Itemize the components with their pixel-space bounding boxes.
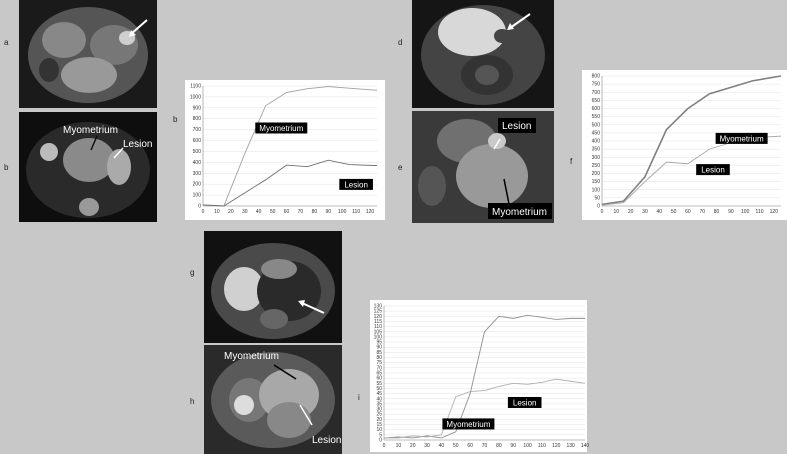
- mri-image-e: [412, 111, 554, 223]
- x-tick-label: 50: [453, 443, 459, 449]
- svg-text:Lesion: Lesion: [701, 165, 725, 175]
- y-tick-label: 50: [594, 195, 600, 202]
- x-tick-label: 20: [627, 209, 634, 215]
- x-tick-label: 120: [365, 209, 375, 215]
- x-tick-label: 100: [741, 209, 750, 215]
- y-tick-label: 600: [591, 106, 600, 112]
- y-tick-label: 40: [376, 396, 382, 403]
- mri-image-h: [204, 345, 342, 454]
- x-tick-label: 70: [699, 209, 706, 215]
- y-tick-label: 350: [591, 146, 600, 153]
- x-tick-label: 60: [467, 443, 473, 449]
- mri-label-lesion: Lesion: [123, 139, 153, 150]
- series-label-lesion: [339, 179, 373, 190]
- mri-label-myometrium: Myometrium: [224, 351, 280, 362]
- y-tick-label: 700: [591, 89, 600, 96]
- y-tick-label: 105: [373, 329, 382, 336]
- series-label-lesion: [508, 397, 542, 408]
- y-tick-label: 85: [376, 349, 382, 356]
- x-tick-label: 0: [201, 209, 205, 215]
- x-tick-label: 100: [523, 443, 532, 449]
- y-tick-label: 800: [192, 116, 201, 123]
- x-tick-label: 30: [241, 209, 248, 215]
- y-tick-label: 5: [379, 432, 382, 439]
- svg-text:Myometrium: Myometrium: [259, 124, 304, 133]
- y-tick-label: 90: [376, 344, 382, 351]
- x-tick-label: 80: [496, 443, 502, 449]
- x-tick-label: 120: [769, 209, 779, 215]
- x-tick-label: 110: [755, 209, 764, 215]
- y-tick-label: 110: [374, 324, 382, 331]
- y-tick-label: 55: [376, 380, 382, 387]
- x-tick-label: 30: [424, 443, 430, 449]
- x-tick-label: 140: [580, 443, 590, 449]
- y-tick-label: 130: [373, 303, 382, 310]
- x-tick-label: 130: [566, 443, 575, 449]
- panel-letter-b-left: b: [4, 163, 9, 172]
- x-tick-label: 70: [297, 209, 304, 215]
- svg-text:Lesion: Lesion: [512, 398, 537, 408]
- y-tick-label: 95: [376, 339, 382, 346]
- y-tick-label: 800: [591, 73, 600, 80]
- panel-letter-a: a: [4, 38, 9, 47]
- mri-label-myometrium: Myometrium: [492, 207, 548, 218]
- x-tick-label: 120: [552, 443, 561, 449]
- y-tick-label: 1100: [190, 83, 201, 90]
- y-tick-label: 60: [376, 375, 382, 382]
- y-tick-label: 0: [379, 437, 382, 444]
- chart-f: [582, 70, 787, 220]
- svg-text:Myometrium: Myometrium: [446, 419, 491, 429]
- mri-image-d: [412, 0, 554, 108]
- panel-letter-i: i: [358, 393, 360, 402]
- y-tick-label: 100: [373, 334, 382, 341]
- x-tick-label: 10: [613, 209, 620, 215]
- x-tick-label: 40: [438, 443, 445, 449]
- x-tick-label: 40: [656, 209, 663, 215]
- y-tick-label: 15: [376, 422, 382, 429]
- x-tick-label: 60: [283, 209, 290, 215]
- y-tick-label: 250: [591, 162, 600, 169]
- x-tick-label: 80: [713, 209, 720, 215]
- mri-image-a: [19, 0, 157, 108]
- series-label-myometrium: [442, 418, 494, 429]
- x-tick-label: 90: [728, 209, 734, 215]
- y-tick-label: 120: [373, 313, 382, 320]
- y-tick-label: 100: [192, 192, 201, 199]
- x-tick-label: 0: [600, 209, 604, 215]
- y-tick-label: 75: [376, 360, 382, 367]
- y-tick-label: 200: [192, 181, 201, 188]
- y-tick-label: 700: [192, 127, 201, 134]
- panel-letter-e: e: [398, 163, 403, 172]
- x-tick-label: 60: [685, 209, 691, 215]
- x-tick-label: 0: [382, 443, 386, 449]
- y-tick-label: 20: [376, 416, 382, 423]
- mri-label-myometrium: Myometrium: [63, 125, 119, 136]
- series-label-myometrium: [716, 133, 768, 144]
- y-tick-label: 550: [591, 114, 600, 121]
- y-tick-label: 1000: [189, 94, 201, 101]
- y-tick-label: 70: [376, 365, 382, 372]
- y-tick-label: 650: [591, 97, 600, 104]
- panel-letter-d: d: [398, 38, 403, 47]
- panel-letter-f: f: [570, 157, 573, 166]
- x-tick-label: 20: [228, 209, 234, 215]
- y-tick-label: 115: [374, 318, 382, 325]
- y-tick-label: 300: [192, 170, 201, 177]
- y-tick-label: 900: [192, 105, 201, 112]
- y-tick-label: 35: [376, 401, 382, 408]
- x-tick-label: 50: [269, 209, 276, 215]
- chart-b: [185, 80, 385, 220]
- mri-label-lesion: Lesion: [312, 435, 342, 446]
- x-tick-label: 40: [255, 209, 262, 215]
- x-tick-label: 80: [311, 209, 318, 215]
- y-tick-label: 300: [591, 154, 600, 161]
- x-tick-label: 100: [338, 209, 347, 215]
- x-tick-label: 50: [670, 209, 677, 215]
- mri-image-b: [19, 112, 157, 222]
- mri-label-lesion: Lesion: [502, 121, 532, 132]
- panel-letter-b-chart: b: [173, 115, 178, 124]
- y-tick-label: 400: [192, 159, 201, 166]
- x-tick-label: 110: [537, 443, 546, 449]
- y-tick-label: 45: [376, 391, 382, 398]
- y-tick-label: 65: [376, 370, 382, 377]
- x-tick-label: 30: [642, 209, 648, 215]
- y-tick-label: 100: [591, 187, 600, 194]
- mri-image-g: [204, 231, 342, 343]
- y-tick-label: 0: [597, 203, 600, 210]
- y-tick-label: 80: [376, 355, 382, 362]
- y-tick-label: 450: [591, 130, 600, 137]
- y-tick-label: 400: [591, 138, 600, 145]
- y-tick-label: 125: [373, 308, 382, 315]
- x-tick-label: 90: [325, 209, 332, 215]
- y-tick-label: 500: [192, 148, 201, 155]
- x-tick-label: 110: [352, 209, 361, 215]
- y-tick-label: 30: [376, 406, 382, 413]
- x-tick-label: 70: [481, 443, 488, 449]
- panel-letter-h: h: [190, 397, 195, 406]
- y-tick-label: 150: [591, 179, 600, 186]
- y-tick-label: 50: [376, 385, 382, 392]
- chart-i: [370, 300, 590, 452]
- y-tick-label: 600: [192, 138, 201, 145]
- series-label-lesion: [696, 164, 730, 175]
- svg-text:Myometrium: Myometrium: [719, 134, 764, 144]
- y-tick-label: 10: [376, 427, 382, 434]
- y-tick-label: 750: [591, 81, 600, 88]
- y-tick-label: 0: [198, 203, 201, 210]
- y-tick-label: 500: [591, 122, 600, 129]
- x-tick-label: 10: [214, 209, 220, 215]
- series-label-myometrium: [255, 123, 307, 134]
- y-tick-label: 200: [591, 171, 600, 177]
- y-tick-label: 25: [376, 411, 382, 418]
- panel-letter-g: g: [190, 268, 195, 277]
- x-tick-label: 90: [510, 443, 516, 449]
- x-tick-label: 10: [395, 443, 402, 449]
- x-tick-label: 20: [409, 443, 416, 449]
- svg-text:Lesion: Lesion: [344, 180, 368, 190]
